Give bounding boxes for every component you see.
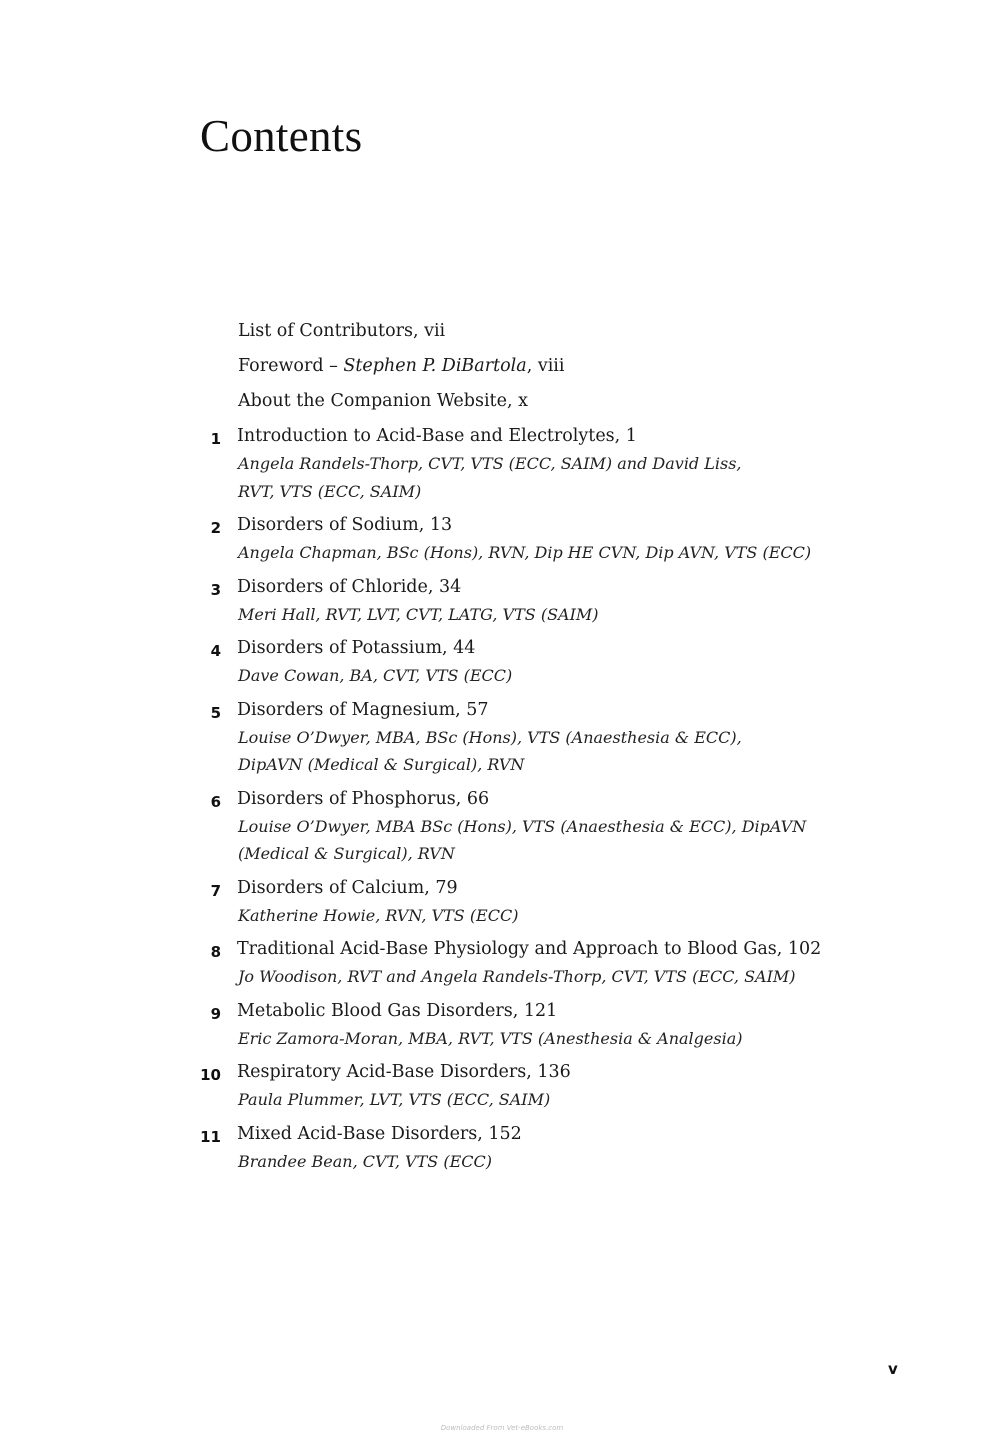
chapter-title: Disorders of Calcium, 79 bbox=[237, 877, 458, 898]
chapter-number: 1 bbox=[210, 430, 221, 448]
chapter-number: 5 bbox=[210, 703, 221, 722]
page-number: v bbox=[888, 1360, 898, 1378]
chapter-authors: DipAVN (Medical & Surgical), RVN bbox=[238, 755, 525, 774]
chapter-authors: Louise O’Dwyer, MBA BSc (Hons), VTS (Anaesthesia & ECC), DipAVN bbox=[238, 816, 807, 836]
chapter-title: Disorders of Chloride, 34 bbox=[237, 576, 462, 597]
chapter-title: Metabolic Blood Gas Disorders, 121 bbox=[237, 1000, 558, 1021]
chapter-authors: Brandee Bean, CVT, VTS (ECC) bbox=[238, 1151, 492, 1171]
chapter-authors: Dave Cowan, BA, CVT, VTS (ECC) bbox=[238, 666, 513, 685]
chapter-authors: Katherine Howie, RVN, VTS (ECC) bbox=[238, 905, 519, 925]
chapter-authors: Meri Hall, RVT, LVT, CVT, LATG, VTS (SAIM) bbox=[238, 604, 599, 624]
chapter-entry[interactable] bbox=[200, 423, 880, 505]
chapter-number: 9 bbox=[210, 1004, 221, 1023]
chapter-entry[interactable] bbox=[200, 512, 880, 567]
chapter-title: Disorders of Phosphorus, 66 bbox=[237, 788, 490, 809]
chapter-number: 3 bbox=[210, 580, 221, 599]
chapter-number: 6 bbox=[210, 792, 221, 811]
chapter-entry[interactable] bbox=[200, 574, 880, 629]
chapter-authors: Jo Woodison, RVT and Angela Randels-Thorp, CVT, VTS (ECC, SAIM) bbox=[238, 967, 796, 986]
chapter-entry[interactable] bbox=[200, 875, 880, 930]
chapter-title: Disorders of Magnesium, 57 bbox=[237, 699, 489, 720]
chapter-authors: Angela Randels-Thorp, CVT, VTS (ECC, SAIM) and David Liss, bbox=[238, 454, 742, 473]
chapter-title: Disorders of Sodium, 13 bbox=[237, 515, 453, 535]
chapter-number: 2 bbox=[210, 519, 221, 537]
chapter-entry[interactable] bbox=[200, 635, 880, 690]
chapter-entry[interactable] bbox=[200, 998, 880, 1053]
chapter-number: 7 bbox=[210, 881, 221, 900]
front-matter-label: Foreword – bbox=[238, 356, 344, 376]
chapter-title: Disorders of Potassium, 44 bbox=[237, 638, 476, 658]
chapter-entry[interactable] bbox=[200, 1121, 880, 1176]
chapter-authors: Angela Chapman, BSc (Hons), RVN, Dip HE CVN, Dip AVN, VTS (ECC) bbox=[238, 543, 812, 562]
chapter-authors: Paula Plummer, LVT, VTS (ECC, SAIM) bbox=[238, 1090, 551, 1109]
chapter-title: Traditional Acid-Base Physiology and Approach to Blood Gas, 102 bbox=[237, 939, 822, 959]
chapter-authors: Louise O’Dwyer, MBA, BSc (Hons), VTS (Anaesthesia & ECC), bbox=[238, 727, 742, 747]
chapter-title: Respiratory Acid-Base Disorders, 136 bbox=[237, 1062, 571, 1082]
chapter-number: 8 bbox=[210, 943, 221, 961]
front-matter-foreword[interactable] bbox=[238, 353, 880, 380]
foreword-author: Stephen P. DiBartola bbox=[343, 356, 527, 376]
chapter-authors: RVT, VTS (ECC, SAIM) bbox=[238, 481, 422, 501]
front-matter-companion-website[interactable] bbox=[238, 388, 880, 415]
chapter-entry[interactable] bbox=[200, 786, 880, 868]
front-matter-label: List of Contributors, vii bbox=[238, 321, 446, 341]
table-of-contents bbox=[200, 318, 880, 1182]
chapter-title: Mixed Acid-Base Disorders, 152 bbox=[237, 1123, 522, 1144]
chapter-authors: Eric Zamora-Moran, MBA, RVT, VTS (Anesthesia & Analgesia) bbox=[238, 1028, 743, 1048]
chapter-title: Introduction to Acid-Base and Electrolytes, 1 bbox=[237, 426, 637, 446]
chapter-list bbox=[200, 423, 880, 1175]
front-matter-label: About the Companion Website, x bbox=[238, 391, 528, 411]
front-matter-page: , viii bbox=[526, 356, 565, 376]
front-matter-contributors[interactable] bbox=[238, 318, 880, 345]
watermark: Downloaded From Vet-eBooks.com bbox=[440, 1424, 564, 1432]
chapter-entry[interactable] bbox=[200, 1059, 880, 1114]
page-title: Contents bbox=[200, 111, 363, 161]
chapter-entry[interactable] bbox=[200, 697, 880, 779]
chapter-entry[interactable] bbox=[200, 936, 880, 991]
chapter-number: 10 bbox=[200, 1066, 221, 1084]
chapter-authors: (Medical & Surgical), RVN bbox=[238, 844, 455, 863]
chapter-number: 4 bbox=[210, 642, 221, 660]
chapter-number: 11 bbox=[200, 1127, 221, 1146]
